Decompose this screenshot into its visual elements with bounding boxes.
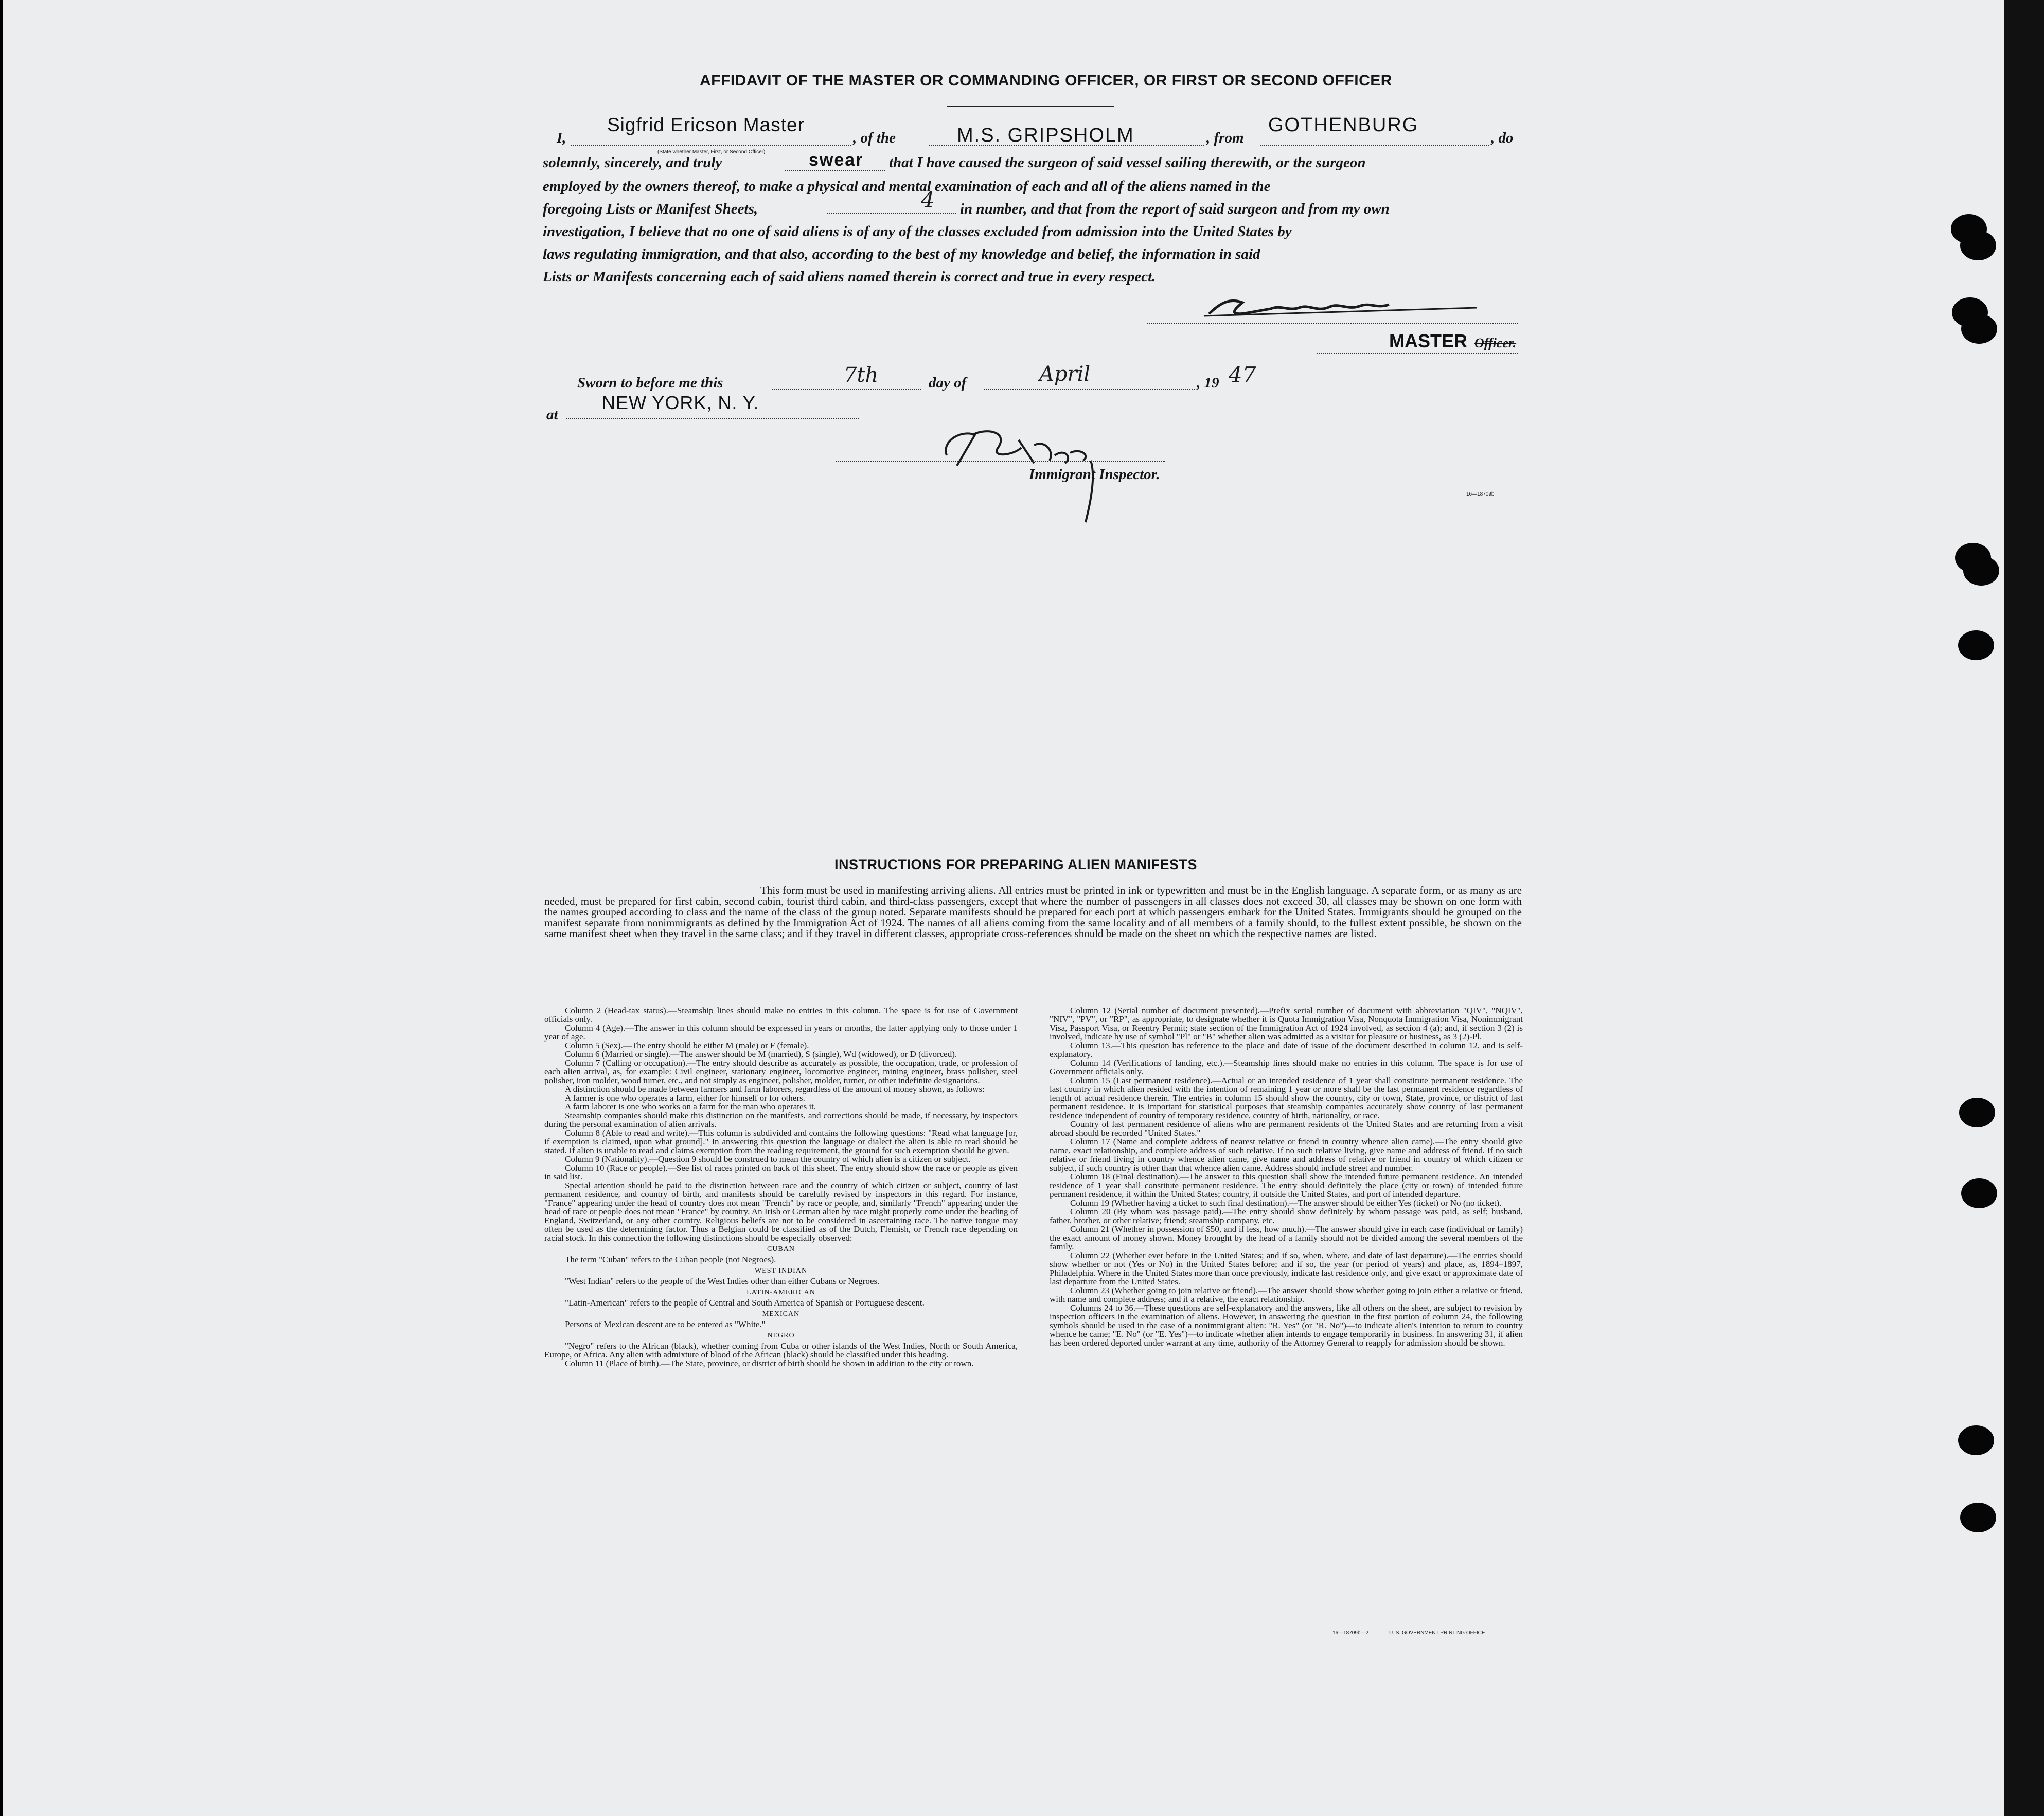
right-column-paragraph	[1050, 1137, 1523, 1172]
affidavit-title: AFFIDAVIT OF THE MASTER OR COMMANDING OFFICER, OR FIRST OR SECOND OFFICER	[700, 72, 1392, 89]
race-definition	[544, 1255, 1018, 1264]
left-column-paragraph-text: Column 6 (Married or single).—The answer should be M (married), S (single), Wd (widowed), or D (divorced).	[565, 1049, 957, 1059]
officer-name: Sigfrid Ericson Master	[607, 114, 805, 135]
master-signature-line	[1147, 323, 1518, 325]
right-column-paragraph-text: Column 21 (Whether in possession of $50, and if less, how much).—The answer should give in each case (individual or family) the exact amount of money shown. Money brought by the head of a family should not be divided among the several members of the family.	[1050, 1224, 1523, 1251]
right-column-paragraph	[1050, 1006, 1523, 1041]
sheet-count: 4	[921, 187, 935, 213]
right-column-paragraph-text: Column 20 (By whom was passage paid).—The entry should show definitely by whom passage was paid, as self; husband, father, brother, or other relative; friend; steamship company, etc.	[1050, 1207, 1523, 1225]
left-column-paragraph-text: Column 9 (Nationality).—Question 9 should be construed to mean the country of which alien is a citizen or subject.	[565, 1154, 971, 1164]
left-column-paragraph-text: Column 5 (Sex).—The entry should be either M (male) or F (female).	[565, 1041, 809, 1050]
day-of-text: day of	[929, 375, 967, 391]
officer-name-line	[571, 145, 851, 146]
title-divider	[947, 106, 1114, 107]
left-column-paragraph-text: Steamship companies should make this distinction on the manifests, and corrections should be made, if necessary, by inspectors during the personal examination of alien arrivals.	[544, 1110, 1018, 1129]
race-heading: WEST INDIAN	[754, 1267, 808, 1275]
left-column-paragraph	[544, 1155, 1018, 1163]
race-definition-text: Persons of Mexican descent are to be entered as "White."	[565, 1319, 766, 1329]
left-column-paragraph	[544, 1041, 1018, 1050]
instructions-intro: This form must be used in manifesting arriving aliens. All entries must be printed in ink or typewritten and must be in the English language. A separate form, or as many as are needed, must be prepared for first cabin, second cabin, tourist third cabin, and third-class passengers, except that where the number of passengers in all classes does not exceed 30, all classes may be shown on one form with the names grouped according to class and the name of the class of the group noted. Separate manifests should be prepared for each port at which passengers embark for the United States. Immigrants should be grouped on the manifest separate from nonimmigrants as defined by the Immigration Act of 1924. The names of all aliens coming from the same locality and of all members of a family should, to the fullest extent possible, be shown on the same manifest sheet when they travel in the same class; and if they travel in different classes, appropriate cross-references should be made on the sheet on which the respective names are listed.	[544, 884, 1522, 940]
race-definition-text: The term "Cuban" refers to the Cuban people (not Negroes).	[565, 1255, 776, 1264]
left-column-paragraph-text: Special attention should be paid to the distinction between race and the country of which citizen or subject, country of last permanent residence, and country of birth, and manifests should be carefully revised by inspectors in this regard. For instance, "France" appearing under the head of country does not mean "French" by race or people, and, similarly "French" appearing under the head of race or people does not mean "France" by country. An Irish or German alien by race might properly come under the heading of England, Switzerland, or any other country. Religious beliefs are not to be considered in ascertaining race. The native tongue may often be used as the determining factor. Thus a Belgian could be classified as of the Dutch, Flemish, or French race depending on racial stock. In this connection the following distinctions should be especially observed:	[544, 1180, 1018, 1243]
race-definition	[544, 1298, 1018, 1307]
oath-line-2a: solemnly, sincerely, and truly	[543, 154, 722, 171]
sworn-prefix: Sworn to before me this	[577, 375, 723, 391]
sworn-month-line	[984, 389, 1195, 390]
right-column-paragraph	[1050, 1198, 1523, 1207]
of-the-text: , of the	[853, 130, 896, 146]
sheet-count-line	[827, 213, 956, 214]
left-column-paragraph	[544, 1006, 1018, 1024]
right-column-paragraph	[1050, 1225, 1523, 1251]
instructions-left-column	[544, 1006, 1018, 1368]
left-column-paragraph	[544, 1024, 1018, 1041]
left-column-paragraph	[544, 1181, 1018, 1242]
right-column-paragraph	[1050, 1120, 1523, 1137]
master-title-line	[1317, 353, 1518, 355]
left-column-paragraph	[544, 1129, 1018, 1155]
race-definition	[544, 1342, 1018, 1359]
left-column-paragraph	[544, 1094, 1018, 1102]
left-column-paragraph-text: Column 10 (Race or people).—See list of races printed on back of this sheet. The entry should show the race or people as given in said list.	[544, 1163, 1018, 1182]
form-number: 16—18709b	[1466, 491, 1495, 497]
sworn-place: NEW YORK, N. Y.	[602, 392, 759, 413]
oath-line-7: Lists or Manifests concerning each of said aliens named therein is correct and true in every respect.	[543, 269, 1156, 285]
left-column-paragraph	[544, 1050, 1018, 1059]
sworn-day-line	[772, 389, 921, 390]
vessel-line	[929, 145, 1204, 146]
instructions-title: INSTRUCTIONS FOR PREPARING ALIEN MANIFESTS	[834, 857, 1198, 872]
sworn-day: 7th	[844, 363, 879, 387]
race-heading: NEGRO	[767, 1332, 795, 1339]
left-column-paragraph-text: A farmer is one who operates a farm, either for himself or for others.	[565, 1093, 805, 1103]
i-prefix: I,	[557, 130, 566, 146]
right-column-paragraph-text: Column 23 (Whether going to join relative or friend).—The answer should show whether going to join either a relative or friend, with name and complete address; and if a relative, the exact relationship.	[1050, 1285, 1523, 1304]
right-column-paragraph	[1050, 1172, 1523, 1198]
oath-word: swear	[809, 150, 864, 170]
race-heading: LATIN-AMERICAN	[746, 1289, 815, 1296]
master-title: MASTER	[1389, 330, 1467, 351]
left-column-paragraph	[544, 1085, 1018, 1094]
officer-struck: Officer.	[1474, 336, 1517, 350]
right-column-paragraph	[1050, 1251, 1523, 1286]
race-definition-text: "Latin-American" refers to the people of Central and South America of Spanish or Portuguese descent.	[565, 1298, 925, 1308]
instructions-right-column	[1050, 1006, 1523, 1347]
inspector-signature-line	[836, 461, 1165, 463]
race-heading: CUBAN	[767, 1245, 795, 1253]
right-column-paragraph	[1050, 1286, 1523, 1303]
race-heading: MEXICAN	[762, 1310, 800, 1318]
port-line	[1260, 145, 1489, 146]
right-column-paragraph-text: Country of last permanent residence of aliens who are permanent residents of the United States and are returning from a visit abroad should be recorded "United States."	[1050, 1119, 1523, 1138]
right-column-paragraph-text: Column 13.—This question has reference to the place and date of issue of the document described in column 12, and is self-explanatory.	[1050, 1041, 1523, 1059]
right-column-paragraph	[1050, 1076, 1523, 1120]
binder-hole	[1958, 630, 1994, 660]
right-column-paragraph-text: Columns 24 to 36.—These questions are self-explanatory and the answers, like all others on the sheet, are subject to revision by inspection officers in the examination of aliens. However, in answering the question in the first portion of column 24, the following symbols should be used in the case of a nonimmigrant alien: "R. Yes" (or "R. No")—to indicate alien's intention to return to country whence he came; "E. No" (or "E. Yes")—to indicate whether alien intends to engage temporarily in business. In answering 31, if alien has been ordered deported under warrant at any time, authority of the Attorney General to reapply for admission should be shown.	[1050, 1303, 1523, 1348]
race-definition	[544, 1320, 1018, 1329]
at-text: at	[546, 407, 558, 423]
sworn-month: April	[1039, 362, 1091, 386]
sworn-year: 47	[1229, 362, 1256, 387]
inspector-title: Immigrant Inspector.	[1029, 466, 1160, 483]
binder-hole	[1963, 556, 1999, 586]
footer-office: U. S. GOVERNMENT PRINTING OFFICE	[1389, 1630, 1485, 1636]
race-definition-text: "Negro" refers to the African (black), whether coming from Cuba or other islands of the West Indies, North or South America, Europe, or Africa. Any alien with admixture of blood of the African (black) should be classified under this heading.	[544, 1341, 1018, 1360]
left-column-paragraph	[544, 1163, 1018, 1181]
race-definition-text: "West Indian" refers to the people of the West Indies other than either Cubans or Negroes.	[565, 1276, 880, 1286]
left-column-paragraph	[544, 1111, 1018, 1129]
vessel-name: M.S. GRIPSHOLM	[957, 125, 1134, 146]
left-column-paragraph-text: Column 4 (Age).—The answer in this column should be expressed in years or months, the latter applying only to those under 1 year of age.	[544, 1023, 1018, 1042]
right-column-paragraph	[1050, 1207, 1523, 1225]
left-column-paragraph-text: Column 8 (Able to read and write).—This column is subdivided and contains the following questions: "Read what language [or, if exemption is claimed, upon what ground]." In answering this question the language or dialect the alien is able to read should be stated. If alien is unable to read and claims exemption from the reading requirement, the ground for such exemption should be given.	[544, 1128, 1018, 1155]
race-definition	[544, 1277, 1018, 1285]
right-column-paragraph	[1050, 1041, 1523, 1059]
oath-line-5: investigation, I believe that no one of said aliens is of any of the classes excluded from admission into the United States by	[543, 223, 1292, 240]
left-column-paragraph-text: Column 7 (Calling or occupation).—The entry should describe as accurately as possible, the occupation, trade, or profession of each alien arrival, as, for example: Civil engineer, stationary engineer, locomotive engineer, mining engineer, brass polisher, steel polisher, iron molder, wood turner, etc., and not simply as engineer, polisher, molder, turner, or other indefinite designations.	[544, 1058, 1018, 1085]
right-column-paragraph-text: Column 19 (Whether having a ticket to such final destination).—The answer should be either Yes (ticket) or No (no ticket).	[1070, 1198, 1502, 1208]
footer-number: 16—18709b—2	[1332, 1630, 1369, 1636]
right-column-paragraph-text: Column 14 (Verifications of landing, etc.).—Steamship lines should make no entries in this column. The space is for use of Government officials only.	[1050, 1058, 1523, 1077]
oath-word-line	[785, 170, 885, 171]
right-column-paragraph-text: Column 15 (Last permanent residence).—Actual or an intended residence of 1 year shall constitute permanent residence. The last country in which alien resided with the intention of remaining 1 year or more shall be the last permanent residence regardless of length of actual residence therein. The entries in column 15 should show the country, city or town, State, province, or district of last permanent residence. It is important for statistical purposes that steamship companies accurately show country of last permanent residence independent of country of temporary residence, country of birth, nationality, or race.	[1050, 1076, 1523, 1120]
sworn-place-line	[566, 418, 859, 419]
oath-line-2b: that I have caused the surgeon of said vessel sailing therewith, or the surgeon	[889, 154, 1366, 171]
year-prefix: , 19	[1197, 375, 1219, 391]
right-column-paragraph	[1050, 1303, 1523, 1347]
left-column-tail	[544, 1359, 1018, 1368]
binder-hole	[1960, 1503, 1996, 1532]
oath-line-6: laws regulating immigration, and that also, according to the best of my knowledge and belief, the information in said	[543, 246, 1260, 262]
left-tail-text: Column 11 (Place of birth).—The State, province, or district of birth should be shown in addition to the city or town.	[565, 1359, 974, 1368]
right-column-paragraph-text: Column 12 (Serial number of document presented).—Prefix serial number of document with abbreviation "QIV", "NQIV", "NIV", "PV", or "RP", as appropriate, to designate whether it is Quota Immigration Visa, Nonquota Immigration Visa, Nonimmigrant Visa, Passport Visa, or Reentry Permit; state section of the Immigration Act of 1924 involved, as section 4 (a); and, if section 3 (2) is involved, indicate by use of symbol "Pl" or "B" whether alien was admitted as a visitor for pleasure or business, as 3 (2)-Pl.	[1050, 1006, 1523, 1042]
from-text: , from	[1206, 130, 1244, 146]
right-column-paragraph-text: Column 22 (Whether ever before in the United States; and if so, when, where, and date of last departure).—The entries should show whether or not (Yes or No) in the United States before; and if so, the year (or period of years) and place, as, 1894–1897, Philadelphia. Where in the United States more than once previously, indicate last residence only, and give exact or approximate date of last departure from the United States.	[1050, 1250, 1523, 1286]
left-column-paragraph	[544, 1102, 1018, 1111]
right-column-paragraph	[1050, 1059, 1523, 1076]
master-stamp	[1389, 330, 1516, 352]
do-text: , do	[1491, 130, 1514, 146]
right-column-paragraph-text: Column 17 (Name and complete address of nearest relative or friend in country whence alien came).—The entry should give name, exact relationship, and complete address of such relative. If no such relative living, give name and address of friend. If no such relative or friend living in country whence alien came, give name and address of relative or friend in country of which citizen or subject, if such country is other than that whence alien came. Address should include street and number.	[1050, 1137, 1523, 1173]
oath-line-4a: foregoing Lists or Manifest Sheets,	[543, 201, 758, 217]
left-column-paragraph-text: A farm laborer is one who works on a farm for the man who operates it.	[565, 1102, 816, 1112]
officer-hint: (State whether Master, First, or Second Officer)	[657, 149, 766, 155]
master-signature	[1199, 293, 1507, 324]
binder-hole	[1961, 1178, 1997, 1208]
oath-line-3: employed by the owners thereof, to make a physical and mental examination of each and all of the aliens named in the	[543, 178, 1271, 195]
right-column-paragraph-text: Column 18 (Final destination).—The answer to this question shall show the intended future permanent residence. An intended residence of 1 year shall constitute permanent residence. The entry should definitely the place (city or town) of intended future permanent residence, if within the United States; country, if outside the United States, and port of intended departure.	[1050, 1172, 1523, 1199]
scan-edge	[2004, 0, 2044, 1816]
departure-port: GOTHENBURG	[1268, 114, 1419, 136]
binder-hole	[1958, 1425, 1994, 1455]
left-column-paragraph-text: A distinction should be made between farmers and farm laborers, regardless of the amount of money shown, as follows:	[565, 1084, 985, 1094]
left-column-paragraph	[544, 1059, 1018, 1085]
binder-hole	[1959, 1098, 1995, 1127]
binder-hole	[1960, 231, 1996, 260]
left-column-paragraph-text: Column 2 (Head-tax status).—Steamship lines should make no entries in this column. The space is for use of Government officials only.	[544, 1006, 1018, 1024]
oath-line-4b: in number, and that from the report of said surgeon and from my own	[960, 201, 1390, 217]
binder-hole	[1961, 314, 1997, 344]
